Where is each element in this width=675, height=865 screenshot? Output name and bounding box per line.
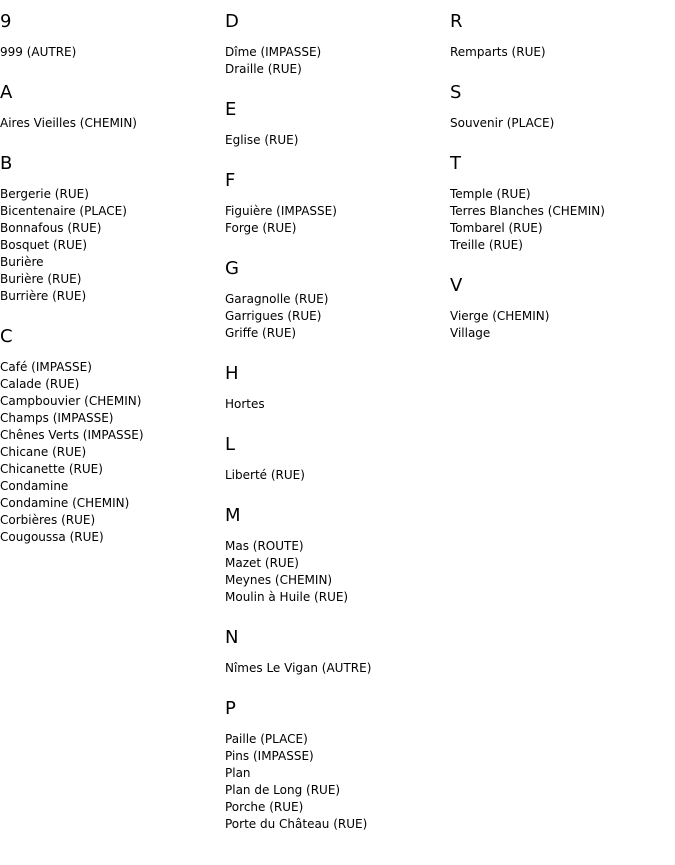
street-item: Burière (RUE) <box>0 272 82 286</box>
street-item: Moulin à Huile (RUE) <box>225 590 349 604</box>
street-item: 999 (AUTRE) <box>0 45 77 59</box>
letter-heading: F <box>225 170 236 191</box>
street-item: Calade (RUE) <box>0 377 80 391</box>
letter-group <box>450 274 675 342</box>
street-item: Corbières (RUE) <box>0 513 96 527</box>
letter-group <box>225 362 450 413</box>
letter-heading: G <box>225 258 239 279</box>
letter-group <box>225 98 450 149</box>
letter-heading: A <box>0 82 13 103</box>
street-list <box>225 467 450 484</box>
street-item: Burière <box>0 255 44 269</box>
letter-group <box>225 433 450 484</box>
street-item: Mas (ROUTE) <box>225 539 304 553</box>
letter-group <box>225 10 450 78</box>
letter-group <box>0 152 225 305</box>
street-item: Champs (IMPASSE) <box>0 411 114 425</box>
letter-group <box>225 504 450 606</box>
street-list <box>0 359 225 546</box>
street-item: Nîmes Le Vigan (AUTRE) <box>225 661 372 675</box>
street-list <box>225 538 450 606</box>
street-item: Bonnafous (RUE) <box>0 221 102 235</box>
street-index-column <box>0 10 225 853</box>
street-item: Meynes (CHEMIN) <box>225 573 333 587</box>
street-item: Griffe (RUE) <box>225 326 297 340</box>
letter-group <box>450 81 675 132</box>
street-list <box>225 396 450 413</box>
letter-heading: C <box>0 326 13 347</box>
street-item: Garagnolle (RUE) <box>225 292 329 306</box>
street-item: Bergerie (RUE) <box>0 187 89 201</box>
street-item: Remparts (RUE) <box>450 45 546 59</box>
street-list <box>450 44 675 61</box>
letter-heading: E <box>225 99 237 120</box>
street-item: Eglise (RUE) <box>225 133 299 147</box>
street-list <box>450 308 675 342</box>
letter-group <box>0 81 225 132</box>
street-list <box>225 731 450 833</box>
street-list <box>225 203 450 237</box>
street-item: Porte du Château (RUE) <box>225 817 368 831</box>
street-list <box>225 132 450 149</box>
letter-group <box>225 257 450 342</box>
street-item: Cougoussa (RUE) <box>0 530 104 544</box>
street-list <box>450 186 675 254</box>
street-list <box>225 44 450 78</box>
street-item: Aires Vieilles (CHEMIN) <box>0 116 137 130</box>
street-list <box>225 660 450 677</box>
street-item: Chicane (RUE) <box>0 445 87 459</box>
street-item: Campbouvier (CHEMIN) <box>0 394 142 408</box>
street-list <box>0 115 225 132</box>
street-item: Chênes Verts (IMPASSE) <box>0 428 144 442</box>
letter-heading: V <box>450 275 463 296</box>
street-index-column <box>225 10 450 853</box>
street-list <box>225 291 450 342</box>
letter-group <box>225 697 450 833</box>
street-item: Village <box>450 326 491 340</box>
letter-heading: H <box>225 363 239 384</box>
street-item: Bosquet (RUE) <box>0 238 88 252</box>
street-item: Mazet (RUE) <box>225 556 299 570</box>
letter-heading: D <box>225 11 239 32</box>
street-item: Bicentenaire (PLACE) <box>0 204 127 218</box>
letter-heading: T <box>450 153 461 174</box>
street-item: Vierge (CHEMIN) <box>450 309 550 323</box>
letter-group <box>0 10 225 61</box>
street-item: Pins (IMPASSE) <box>225 749 314 763</box>
letter-heading: P <box>225 698 236 719</box>
letter-group <box>225 169 450 237</box>
letter-heading: R <box>450 11 463 32</box>
letter-heading: M <box>225 505 241 526</box>
street-item: Condamine <box>0 479 69 493</box>
street-item: Garrigues (RUE) <box>225 309 322 323</box>
street-item: Plan de Long (RUE) <box>225 783 341 797</box>
street-item: Figuière (IMPASSE) <box>225 204 337 218</box>
street-item: Terres Blanches (CHEMIN) <box>450 204 605 218</box>
street-item: Porche (RUE) <box>225 800 304 814</box>
letter-heading: 9 <box>0 11 12 32</box>
street-item: Café (IMPASSE) <box>0 360 92 374</box>
street-item: Temple (RUE) <box>450 187 531 201</box>
street-item: Hortes <box>225 397 265 411</box>
street-item: Plan <box>225 766 251 780</box>
street-item: Liberté (RUE) <box>225 468 305 482</box>
street-item: Tombarel (RUE) <box>450 221 543 235</box>
street-item: Condamine (CHEMIN) <box>0 496 130 510</box>
street-index-column <box>450 10 675 853</box>
letter-group <box>0 325 225 546</box>
street-list <box>0 44 225 61</box>
letter-heading: N <box>225 627 239 648</box>
street-list <box>450 115 675 132</box>
street-index <box>0 10 675 853</box>
letter-heading: B <box>0 153 13 174</box>
letter-group <box>225 626 450 677</box>
street-item: Dîme (IMPASSE) <box>225 45 322 59</box>
street-item: Paille (PLACE) <box>225 732 308 746</box>
letter-heading: L <box>225 434 236 455</box>
street-item: Treille (RUE) <box>450 238 523 252</box>
street-item: Forge (RUE) <box>225 221 297 235</box>
letter-group <box>450 152 675 254</box>
letter-group <box>450 10 675 61</box>
street-item: Souvenir (PLACE) <box>450 116 555 130</box>
street-item: Burrière (RUE) <box>0 289 87 303</box>
letter-heading: S <box>450 82 462 103</box>
street-item: Chicanette (RUE) <box>0 462 103 476</box>
street-item: Draille (RUE) <box>225 62 302 76</box>
street-list <box>0 186 225 305</box>
